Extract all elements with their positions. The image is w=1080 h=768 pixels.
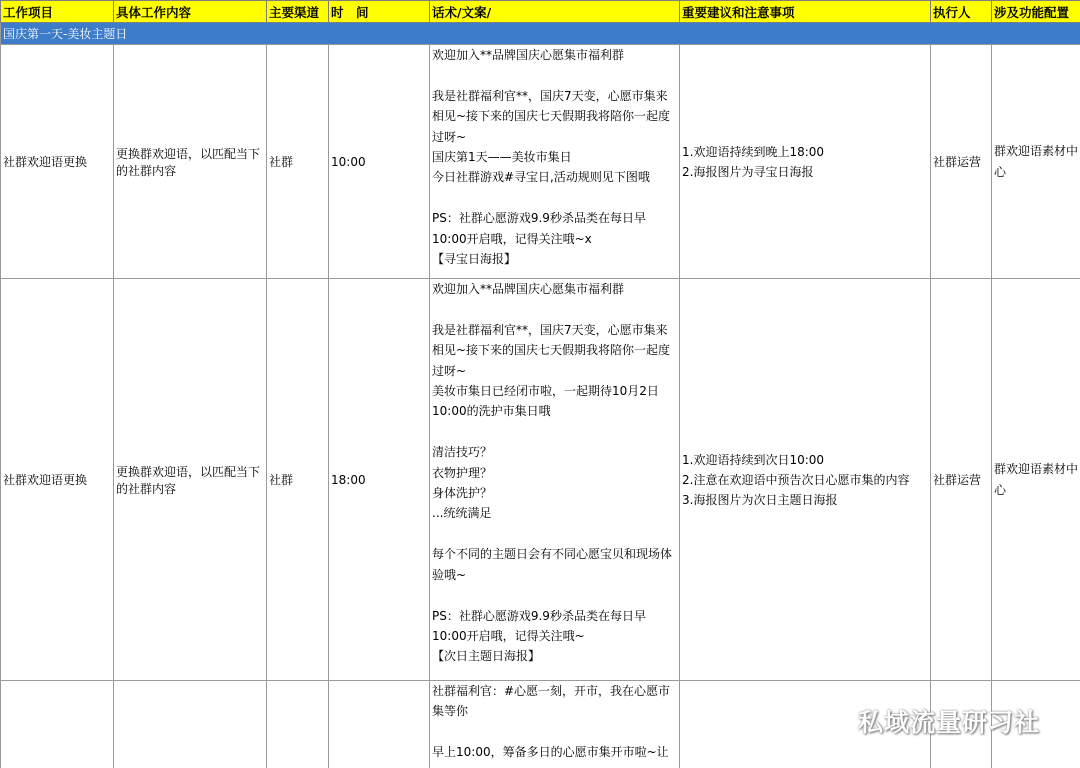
header-time[interactable]: 时 间 [329,1,430,23]
day-band-row [1,23,1080,45]
watermark-text: 私域流量研习社 [858,708,1041,737]
day-band-label[interactable]: 国庆第一天-美妆主题日 [1,23,1080,45]
cell-channel[interactable] [267,681,329,768]
cell-config[interactable]: 群欢迎语素材中心 [992,279,1080,681]
watermark [818,703,1040,739]
cell-notes[interactable] [680,45,931,279]
note-line: 1.欢迎语持续到晚上18:00 [682,144,825,159]
cell-item[interactable]: 社群欢迎语更换 [1,279,114,681]
wechat-icon [818,707,852,735]
cell-time[interactable]: 10:00 [329,45,430,279]
cell-time[interactable]: 18:00 [329,279,430,681]
cell-notes[interactable] [680,279,931,681]
note-line: 2.注意在欢迎语中预告次日心愿市集的内容 [682,472,910,487]
cell-config[interactable]: 群欢迎语素材中心 [992,45,1080,279]
cell-copy[interactable]: 社群福利官：#心愿一刻，开市，我在心愿市集等你 早上10:00，筹备多日的心愿市集开市啦~让 [430,681,680,768]
header-config[interactable]: 涉及功能配置 [992,1,1080,23]
note-line: 3.海报图片为次日主题日海报 [682,492,838,507]
table-row [1,279,1080,681]
header-owner[interactable]: 执行人 [931,1,992,23]
cell-copy[interactable]: 欢迎加入**品牌国庆心愿集市福利群 我是社群福利官**，国庆7天变，心愿市集来相见~接下来的国庆七天假期我将陪你一起度过呀~ 美妆市集日已经闭市啦，一起期待10月2日10:00的洗护市集日哦 清洁技巧？ 衣物护理？ 身体洗护？ ...统统满足 每个不同的主题日会有不同心愿宝贝和现场体验哦~ PS：社群心愿游戏9.9秒杀品类在每日早10:00开启哦，记得关注哦~ 【次日主题日海报】 [430,279,680,681]
header-copy[interactable]: 话术/文案/ [430,1,680,23]
cell-owner[interactable]: 社群运营 [931,45,992,279]
table-row [1,45,1080,279]
cell-channel[interactable]: 社群 [267,45,329,279]
cell-time[interactable] [329,681,430,768]
cell-item[interactable] [1,681,114,768]
note-line: 2.海报图片为寻宝日海报 [682,164,814,179]
cell-item[interactable]: 社群欢迎语更换 [1,45,114,279]
cell-content[interactable]: 更换群欢迎语，以匹配当下的社群内容 [114,45,267,279]
cell-content[interactable] [114,681,267,768]
cell-channel[interactable]: 社群 [267,279,329,681]
cell-content[interactable]: 更换群欢迎语，以匹配当下的社群内容 [114,279,267,681]
note-line: 1.欢迎语持续到次日10:00 [682,452,825,467]
header-row [1,1,1080,23]
header-notes[interactable]: 重要建议和注意事项 [680,1,931,23]
header-item[interactable]: 工作项目 [1,1,114,23]
header-content[interactable]: 具体工作内容 [114,1,267,23]
header-channel[interactable]: 主要渠道 [267,1,329,23]
cell-owner[interactable]: 社群运营 [931,279,992,681]
cell-copy[interactable]: 欢迎加入**品牌国庆心愿集市福利群 我是社群福利官**，国庆7天变，心愿市集来相见~接下来的国庆七天假期我将陪你一起度过呀~ 国庆第1天——美妆市集日 今日社群游戏#寻宝日,活动规则见下图哦 PS：社群心愿游戏9.9秒杀品类在每日早10:00开启哦，记得关注哦~x 【寻宝日海报】 [430,45,680,279]
